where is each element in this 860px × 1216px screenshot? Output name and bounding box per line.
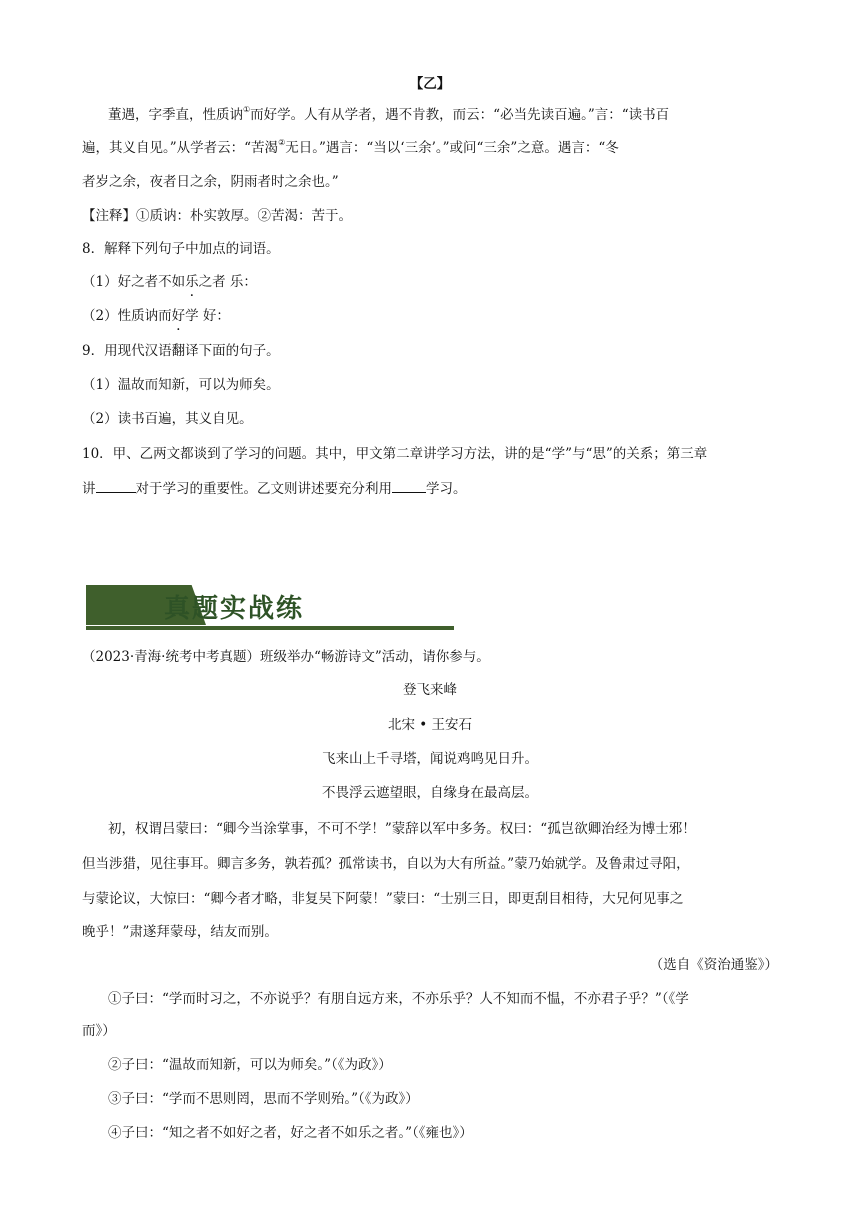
question-8-1: （1）好之者不如乐之者 乐： (82, 274, 257, 290)
question-10: 10．甲、乙两文都谈到了学习的问题。其中，甲文第二章讲学习方法，讲的是“学”与“思”的关系；第三章 (82, 446, 708, 462)
analects-1: ①子曰：“学而时习之，不亦说乎？有朋自远方来，不亦乐乎？人不知而不愠，不亦君子乎？”（《学 (108, 991, 689, 1007)
banner-title: 真题实战练 (164, 594, 305, 624)
banner-underline (86, 626, 454, 630)
question-9-1: （1）温故而知新，可以为师矣。 (82, 377, 280, 393)
analects-4: ④子曰：“知之者不如好之者，好之者不如乐之者。”（《雍也》） (108, 1125, 473, 1141)
question-8: 8．解释下列句子中加点的词语。 (82, 241, 280, 257)
analects-2: ②子曰：“温故而知新，可以为师矣。”（《为政》） (108, 1057, 392, 1073)
prose-line: 与蒙论议，大惊曰：“卿今者才略，非复吴下阿蒙！”蒙曰：“士别三日，即更刮目相待，大兄何见事之 (82, 891, 684, 907)
prose-line: 晚乎！”肃遂拜蒙母，结友而别。 (82, 924, 278, 940)
section-banner (86, 585, 454, 631)
question-8-2: （2）性质讷而好学 好： (82, 308, 230, 324)
analects-1-cont: 而》） (82, 1023, 116, 1039)
passage-line: 董遇，字季直，性质讷①而好学。人有从学者，遇不肯教，而云：“必当先读百遍。”言：“读书百 (108, 105, 670, 123)
passage-line: 遍，其义自见。”从学者云：“苦渴②无日。”遇言：“当以‘三余’。”或问“三余”之意。遇言：“冬 (82, 138, 619, 156)
passage-line: 者岁之余，夜者日之余，阴雨者时之余也。” (82, 174, 339, 190)
question-10-cont: 讲 对于学习的重要性。乙文则讲述要充分利用 学习。 (82, 478, 467, 499)
question-9-2: （2）读书百遍，其义自见。 (82, 411, 253, 427)
poem-line: 不畏浮云遮望眼，自缘身在最高层。 (322, 785, 538, 801)
question-9: 9．用现代汉语翻译下面的句子。 (82, 343, 280, 359)
poem-title: 登飞来峰 (403, 682, 457, 698)
answer-blank[interactable] (96, 478, 136, 493)
analects-3: ③子曰：“学而不思则罔，思而不学则殆。”（《为政》） (108, 1091, 419, 1107)
poem-author: 北宋 • 王安石 (387, 717, 473, 733)
annotation-note: 【注释】①质讷：朴实敦厚。②苦渴：苦于。 (82, 208, 352, 224)
poem-line: 飞来山上千寻塔，闻说鸡鸣见日升。 (322, 751, 538, 767)
prose-line: 初，权谓吕蒙曰：“卿今当涂掌事，不可不学！”蒙辞以军中多务。权曰：“孤岂欲卿治经为博士邪！ (108, 821, 696, 837)
answer-blank[interactable] (392, 478, 426, 493)
exam-intro: （2023·青海·统考中考真题）班级举办“畅游诗文”活动，请你参与。 (82, 649, 490, 665)
prose-source: （选自《资治通鉴》） (649, 957, 778, 973)
section-heading: 【乙】 (409, 76, 451, 92)
prose-line: 但当涉猎，见往事耳。卿言多务，孰若孤？孤常读书，自以为大有所益。”蒙乃始就学。及鲁肃过寻阳， (82, 856, 690, 872)
